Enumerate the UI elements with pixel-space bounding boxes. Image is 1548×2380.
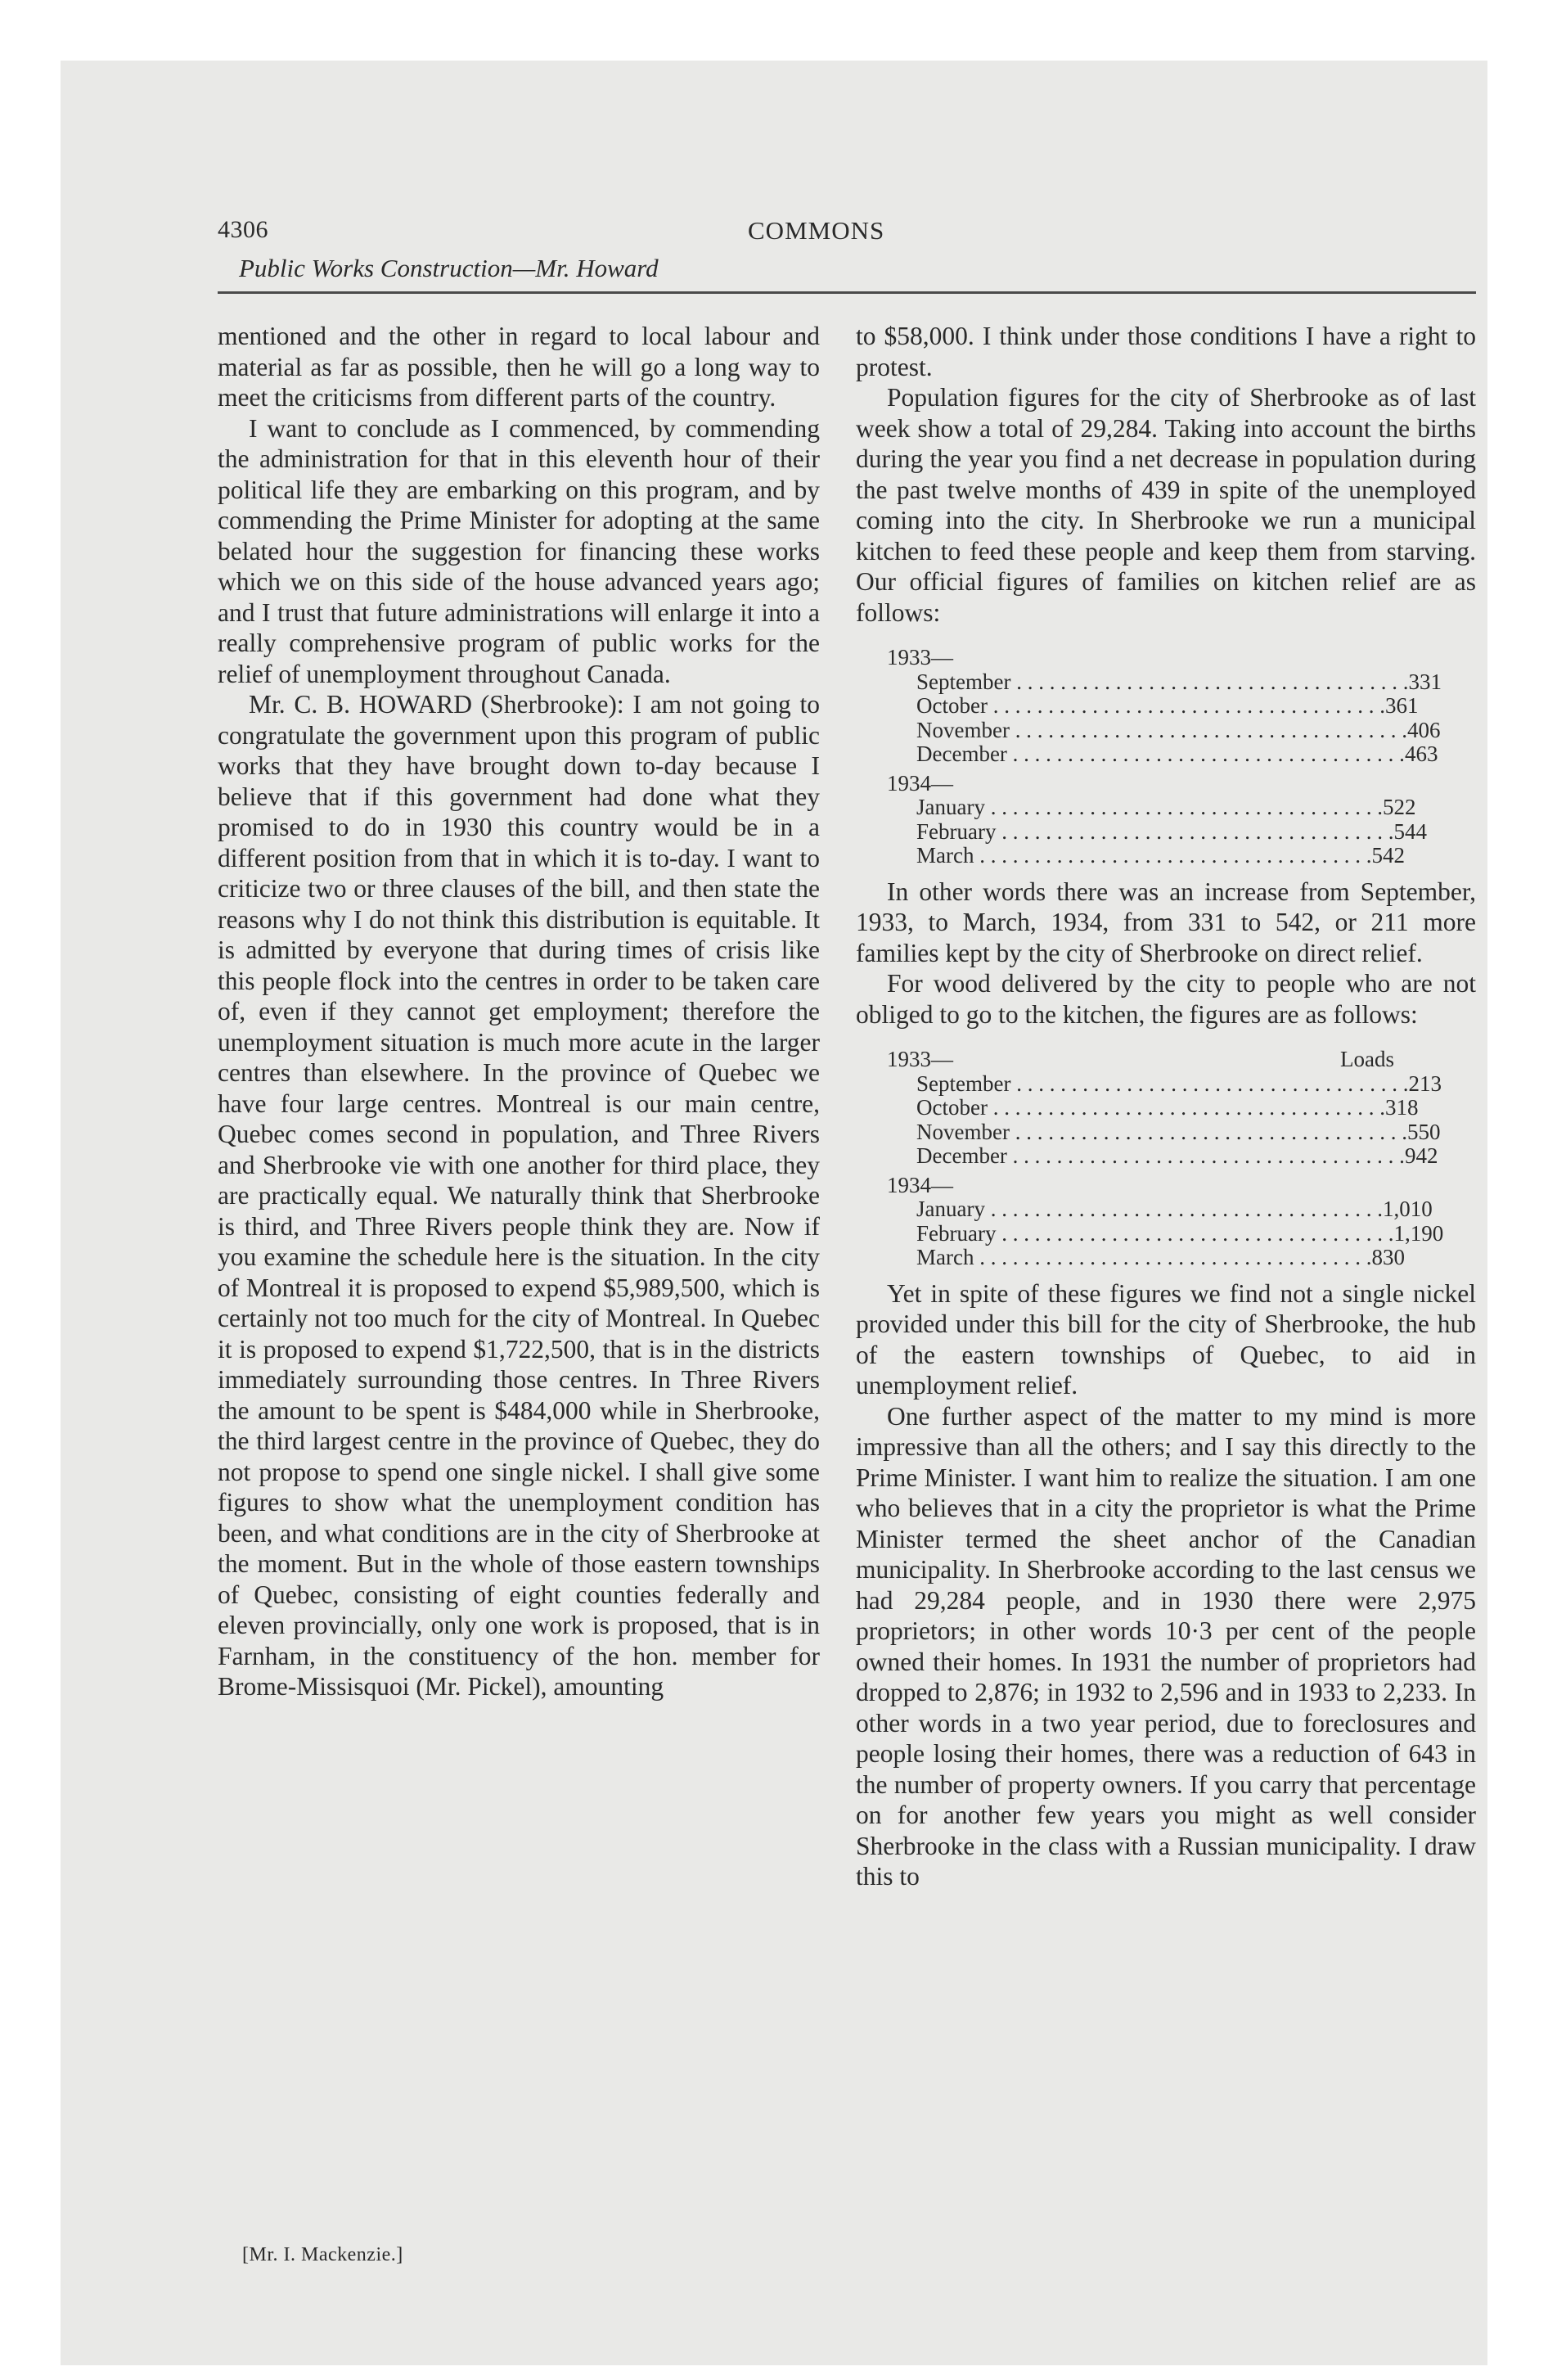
table-year-row — [887, 772, 1394, 796]
table-row — [887, 717, 1441, 743]
table-row — [887, 669, 1442, 695]
paragraph: mentioned and the other in regard to local labour and material as far as possible, then he will go a long way to meet the criticisms from different parts of the country. — [218, 322, 820, 412]
value: 331 — [1408, 669, 1442, 694]
month-label: January . . . . . . . . . . . . . . . . . . . . . . . . . . . . . . . . . . . . — [916, 795, 1383, 819]
month-label: November . . . . . . . . . . . . . . . . . . . . . . . . . . . . . . . . . . . . — [916, 1119, 1407, 1144]
month-label: February . . . . . . . . . . . . . . . . . . . . . . . . . . . . . . . . . . . . — [916, 1220, 1394, 1246]
month-label: March . . . . . . . . . . . . . . . . . . . . . . . . . . . . . . . . . . . . — [916, 1245, 1372, 1269]
value: 550 — [1406, 1119, 1441, 1144]
value: 361 — [1384, 693, 1419, 718]
month-label: October . . . . . . . . . . . . . . . . . . . . . . . . . . . . . . . . . . . . — [916, 693, 1385, 718]
table-row — [887, 1143, 1438, 1169]
paragraph: to $58,000. I think under those conditions I have a right to protest. — [856, 322, 1476, 381]
column-header: Loads — [1340, 1047, 1394, 1071]
month-label: September . . . . . . . . . . . . . . . . . . . . . . . . . . . . . . . . . . . . — [916, 1071, 1409, 1096]
table-year-row — [887, 1048, 1394, 1072]
value: 542 — [1371, 843, 1405, 868]
month-label: February . . . . . . . . . . . . . . . . . . . . . . . . . . . . . . . . . . . . — [916, 818, 1394, 844]
value: 544 — [1393, 818, 1427, 844]
table-row — [887, 795, 1416, 820]
table-year-row — [887, 1174, 1394, 1198]
table-row — [887, 1220, 1444, 1246]
left-column — [218, 321, 820, 1702]
paragraph: Yet in spite of these figures we find not a single nickel provided under this bill for the city of Sherbrooke, the hub of the eastern townships of Quebec, to aid in unemployment relief. — [856, 1278, 1476, 1400]
month-label: December . . . . . . . . . . . . . . . . . . . . . . . . . . . . . . . . . . . . — [916, 741, 1405, 766]
scanned-page — [61, 61, 1487, 2365]
year-label: 1933— — [887, 645, 953, 669]
value: 406 — [1406, 717, 1441, 742]
table-row — [887, 1071, 1442, 1097]
paragraph: One further aspect of the matter to my mind is more impressive than all the others; and I say this directly to the Prime Minister. I want him to realize the situation. I am one who believes that in a city the proprietor is what the Prime Minister termed the sheet anchor of the Canadian municipality. In Sherbrooke according to the last census we had 29,284 people, and in 1930 there were 2,975 proprietors; in other words 10·3 per cent of the people owned their homes. In 1931 the number of proprietors had dropped to 2,876; in 1932 to 2,596 and in 1933 to 2,233. In other words in a two year period, due to foreclosures and people losing their homes, there was a reduction of 643 in the number of property owners. If you carry that percentage on for another few years you might as well consider Sherbrooke in the class with a Russian municipality. I draw this to — [856, 1401, 1476, 1891]
running-subtitle: Public Works Construction—Mr. Howard — [239, 254, 659, 282]
header-rule — [218, 291, 1476, 294]
paragraph: Population figures for the city of Sherbrooke as of last week show a total of 29,284. Taking into account the births during the year you find a net decrease in population during the past twelve months of 439 in spite of the unemployed coming into the city. In Sherbrooke we run a municipal kitchen to feed these people and keep them from starving. Our official figures of families on kitchen relief are as follows: — [856, 383, 1476, 627]
kitchen-relief-table — [887, 645, 1442, 868]
month-label: December . . . . . . . . . . . . . . . . . . . . . . . . . . . . . . . . . . . . — [916, 1143, 1405, 1168]
value: 213 — [1408, 1071, 1442, 1096]
paragraph: I want to conclude as I commenced, by commending the administration for that in this eleventh hour of their political life they are embarking on this program, and by commending the Prime Minister for adopting at the same belated hour the suggestion for financing these works which we on this side of the house advanced years ago; and I trust that future administrations will enlarge it into a really comprehensive program of public works for the relief of unemployment throughout Canada. — [218, 413, 820, 688]
paragraph: In other words there was an increase from September, 1933, to March, 1934, from 331 to 542, or 211 more families kept by the city of Sherbrooke on direct relief. — [856, 877, 1476, 967]
hansard-page — [61, 61, 1487, 2365]
value: 1,190 — [1393, 1220, 1444, 1246]
value: 942 — [1404, 1143, 1438, 1168]
table-year-row — [887, 646, 1394, 670]
table-row — [887, 741, 1438, 767]
value: 830 — [1371, 1245, 1405, 1269]
month-label: October . . . . . . . . . . . . . . . . . . . . . . . . . . . . . . . . . . . . — [916, 1095, 1385, 1120]
value: 318 — [1384, 1095, 1419, 1120]
value: 522 — [1382, 795, 1416, 819]
paragraph: For wood delivered by the city to people who are not obliged to go to the kitchen, the figures are as follows: — [856, 969, 1476, 1029]
year-label: 1934— — [887, 1172, 953, 1197]
running-title: COMMONS — [748, 216, 885, 245]
table-row — [887, 1197, 1433, 1222]
month-label: January . . . . . . . . . . . . . . . . . . . . . . . . . . . . . . . . . . . . — [916, 1197, 1383, 1221]
paragraph: Mr. C. B. HOWARD (Sherbrooke): I am not going to congratulate the government upon this program of public works that they have brought down to-day because I believe that if this government had done what they promised to do in 1930 this country would be in a different position from that in which it is to-day. I want to criticize two or three clauses of the bill, and then state the reasons why I do not think this distribution is equitable. It is admitted by everyone that during times of crisis like this people flock into the centres in order to be taken care of, even if they cannot get employment; therefore the unemployment situation is much more acute in the larger centres than elsewhere. In the province of Quebec we have four large centres. Montreal is our main centre, Quebec comes second in population, and Three Rivers and Sherbrooke vie with one another for third place, they are practically equal. We naturally think that Sherbrooke is third, and Three Rivers people think they are. Now if you examine the schedule here is the situation. In the city of Montreal it is proposed to expend $5,989,500, which is certainly not too much for the city of Montreal. In Quebec it is proposed to expend $1,722,500, that is in the districts immediately surrounding those centres. In Three Rivers the amount to be spent is $484,000 while in Sherbrooke, the third largest centre in the province of Quebec, they do not propose to spend one single nickel. I shall give some figures to show what the unemployment condition has been, and what conditions are in the city of Sherbrooke at the moment. But in the whole of those eastern townships of Quebec, consisting of eight counties federally and eleven provincially, only one work is proposed, that is in Farnham, in the constituency of the hon. member for Brome-Missisquoi (Mr. Pickel), amounting — [218, 690, 820, 1701]
right-column — [856, 321, 1476, 1892]
table-row — [887, 843, 1405, 868]
footer-speaker-note: [Mr. I. Mackenzie.] — [242, 2244, 403, 2265]
page-number: 4306 — [218, 216, 268, 243]
wood-delivery-table — [887, 1047, 1444, 1270]
year-label: 1933— — [887, 1047, 953, 1071]
table-row — [887, 1095, 1419, 1120]
table-row — [887, 818, 1427, 845]
table-row — [887, 693, 1419, 719]
table-row — [887, 1245, 1405, 1270]
month-label: November . . . . . . . . . . . . . . . . . . . . . . . . . . . . . . . . . . . . — [916, 717, 1407, 742]
month-label: September . . . . . . . . . . . . . . . . . . . . . . . . . . . . . . . . . . . . — [916, 669, 1409, 694]
month-label: March . . . . . . . . . . . . . . . . . . . . . . . . . . . . . . . . . . . . — [916, 843, 1372, 868]
value: 1,010 — [1382, 1197, 1433, 1221]
value: 463 — [1404, 741, 1438, 766]
year-label: 1934— — [887, 770, 953, 796]
table-row — [887, 1119, 1441, 1145]
